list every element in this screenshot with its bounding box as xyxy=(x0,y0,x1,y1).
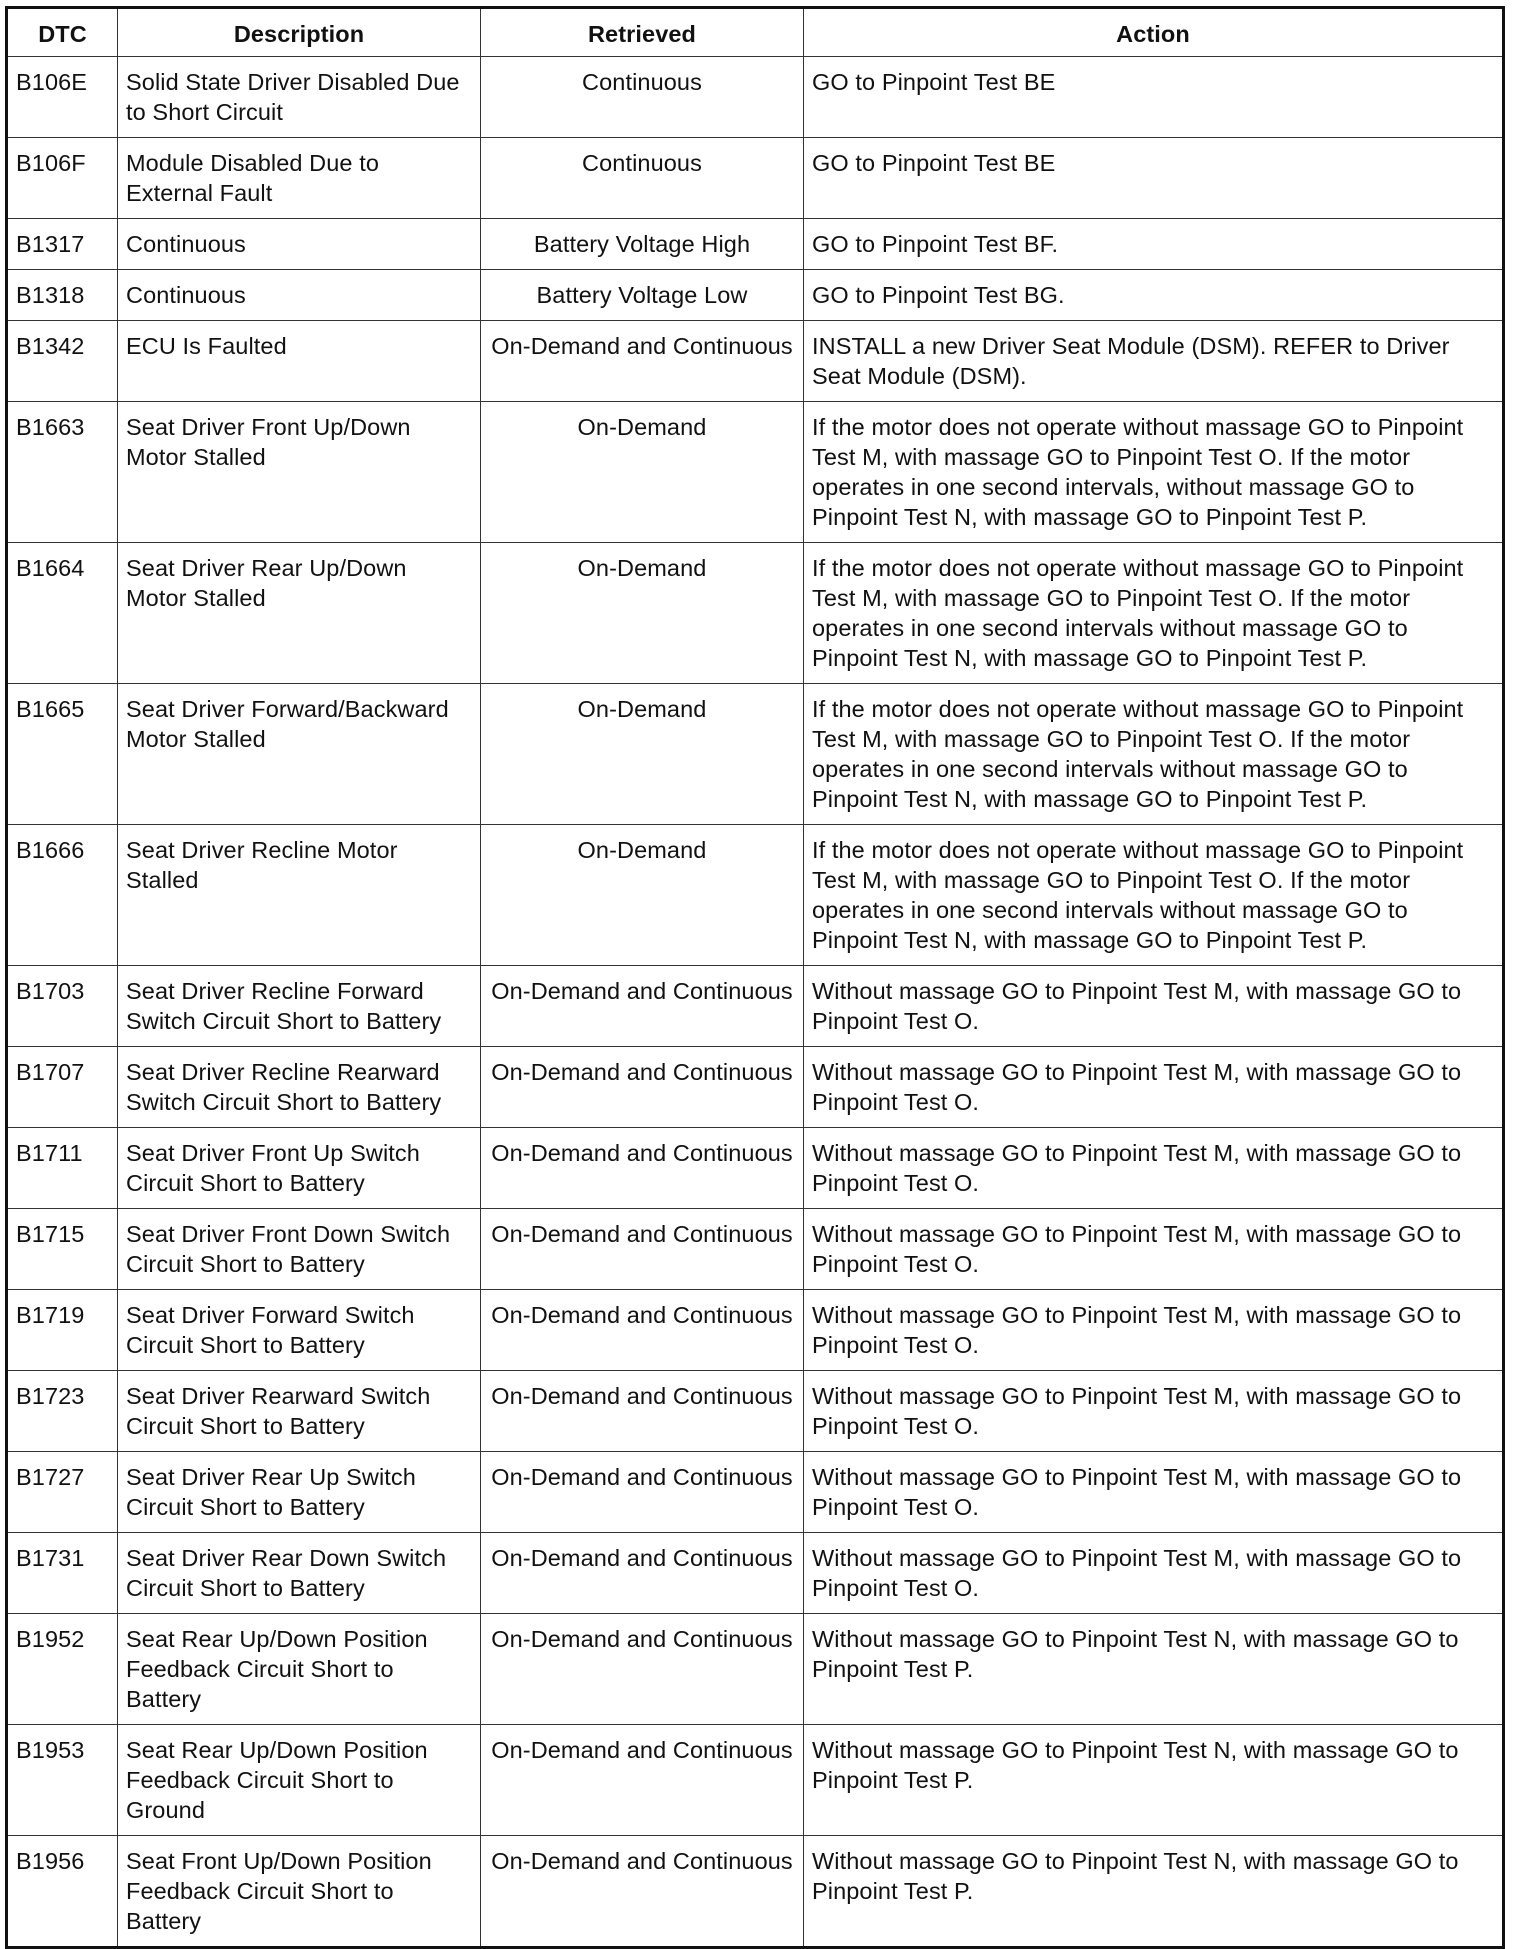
cell-description: Continuous xyxy=(118,270,481,321)
table-row xyxy=(7,1290,1504,1371)
cell-description: Seat Driver Front Up/Down Motor Stalled xyxy=(118,402,481,543)
cell-description: Seat Driver Recline Rearward Switch Circuit Short to Battery xyxy=(118,1047,481,1128)
cell-dtc: B106F xyxy=(7,138,118,219)
cell-description: Seat Driver Rearward Switch Circuit Short to Battery xyxy=(118,1371,481,1452)
cell-action: If the motor does not operate without massage GO to Pinpoint Test M, with massage GO to Pinpoint Test O. If the motor operates in one second intervals without massage GO to Pinpoint Test N, with massage GO to Pinpoint Test P. xyxy=(804,825,1504,966)
cell-dtc: B1952 xyxy=(7,1614,118,1725)
cell-retrieved: On-Demand xyxy=(481,684,804,825)
cell-action: GO to Pinpoint Test BF. xyxy=(804,219,1504,270)
header-retrieved: Retrieved xyxy=(481,8,804,57)
table-row xyxy=(7,321,1504,402)
cell-action: GO to Pinpoint Test BE xyxy=(804,57,1504,138)
cell-dtc: B1318 xyxy=(7,270,118,321)
cell-dtc: B1707 xyxy=(7,1047,118,1128)
cell-retrieved: On-Demand and Continuous xyxy=(481,1209,804,1290)
cell-dtc: B1703 xyxy=(7,966,118,1047)
cell-action: Without massage GO to Pinpoint Test M, with massage GO to Pinpoint Test O. xyxy=(804,1209,1504,1290)
cell-action: Without massage GO to Pinpoint Test M, with massage GO to Pinpoint Test O. xyxy=(804,1371,1504,1452)
cell-description: Seat Driver Front Down Switch Circuit Short to Battery xyxy=(118,1209,481,1290)
cell-retrieved: Battery Voltage Low xyxy=(481,270,804,321)
cell-retrieved: On-Demand and Continuous xyxy=(481,1533,804,1614)
cell-description: Seat Driver Rear Up/Down Motor Stalled xyxy=(118,543,481,684)
table-row xyxy=(7,543,1504,684)
cell-retrieved: On-Demand and Continuous xyxy=(481,1725,804,1836)
table-row xyxy=(7,219,1504,270)
cell-retrieved: Continuous xyxy=(481,138,804,219)
cell-dtc: B1665 xyxy=(7,684,118,825)
cell-action: Without massage GO to Pinpoint Test N, with massage GO to Pinpoint Test P. xyxy=(804,1836,1504,1948)
cell-dtc: B1711 xyxy=(7,1128,118,1209)
table-row xyxy=(7,402,1504,543)
cell-action: GO to Pinpoint Test BE xyxy=(804,138,1504,219)
cell-dtc: B1664 xyxy=(7,543,118,684)
cell-action: If the motor does not operate without massage GO to Pinpoint Test M, with massage GO to Pinpoint Test O. If the motor operates in one second intervals without massage GO to Pinpoint Test N, with massage GO to Pinpoint Test P. xyxy=(804,543,1504,684)
cell-description: Seat Driver Forward Switch Circuit Short to Battery xyxy=(118,1290,481,1371)
table-row xyxy=(7,1614,1504,1725)
cell-action: Without massage GO to Pinpoint Test M, with massage GO to Pinpoint Test O. xyxy=(804,1290,1504,1371)
cell-retrieved: On-Demand and Continuous xyxy=(481,1047,804,1128)
cell-retrieved: On-Demand xyxy=(481,825,804,966)
cell-retrieved: On-Demand and Continuous xyxy=(481,966,804,1047)
cell-action: Without massage GO to Pinpoint Test N, with massage GO to Pinpoint Test P. xyxy=(804,1725,1504,1836)
table-row xyxy=(7,825,1504,966)
header-action: Action xyxy=(804,8,1504,57)
cell-dtc: B1342 xyxy=(7,321,118,402)
header-dtc: DTC xyxy=(7,8,118,57)
cell-dtc: B1663 xyxy=(7,402,118,543)
cell-action: Without massage GO to Pinpoint Test M, with massage GO to Pinpoint Test O. xyxy=(804,1452,1504,1533)
table-row xyxy=(7,966,1504,1047)
table-row xyxy=(7,684,1504,825)
cell-retrieved: On-Demand xyxy=(481,402,804,543)
header-row xyxy=(7,8,1504,57)
cell-action: Without massage GO to Pinpoint Test N, with massage GO to Pinpoint Test P. xyxy=(804,1614,1504,1725)
header-description: Description xyxy=(118,8,481,57)
cell-description: Seat Driver Recline Motor Stalled xyxy=(118,825,481,966)
cell-description: Continuous xyxy=(118,219,481,270)
cell-dtc: B1317 xyxy=(7,219,118,270)
cell-dtc: B1666 xyxy=(7,825,118,966)
table-row xyxy=(7,138,1504,219)
table-body xyxy=(7,57,1504,1948)
cell-action: Without massage GO to Pinpoint Test M, with massage GO to Pinpoint Test O. xyxy=(804,1533,1504,1614)
cell-dtc: B1715 xyxy=(7,1209,118,1290)
table-row xyxy=(7,1452,1504,1533)
cell-retrieved: On-Demand and Continuous xyxy=(481,1452,804,1533)
cell-retrieved: On-Demand and Continuous xyxy=(481,1836,804,1948)
table-row xyxy=(7,270,1504,321)
cell-retrieved: Battery Voltage High xyxy=(481,219,804,270)
cell-description: Seat Rear Up/Down Position Feedback Circuit Short to Ground xyxy=(118,1725,481,1836)
cell-description: Module Disabled Due to External Fault xyxy=(118,138,481,219)
cell-dtc: B1723 xyxy=(7,1371,118,1452)
table-row xyxy=(7,1371,1504,1452)
cell-description: ECU Is Faulted xyxy=(118,321,481,402)
cell-description: Seat Rear Up/Down Position Feedback Circuit Short to Battery xyxy=(118,1614,481,1725)
cell-retrieved: On-Demand xyxy=(481,543,804,684)
dtc-table xyxy=(5,6,1505,1949)
cell-description: Seat Driver Front Up Switch Circuit Short to Battery xyxy=(118,1128,481,1209)
cell-action: INSTALL a new Driver Seat Module (DSM). REFER to Driver Seat Module (DSM). xyxy=(804,321,1504,402)
table-row xyxy=(7,1836,1504,1948)
cell-action: Without massage GO to Pinpoint Test M, with massage GO to Pinpoint Test O. xyxy=(804,966,1504,1047)
cell-dtc: B1727 xyxy=(7,1452,118,1533)
cell-action: If the motor does not operate without massage GO to Pinpoint Test M, with massage GO to Pinpoint Test O. If the motor operates in one second intervals, without massage GO to Pinpoint Test N, with massage GO to Pinpoint Test P. xyxy=(804,402,1504,543)
cell-dtc: B1731 xyxy=(7,1533,118,1614)
cell-dtc: B1956 xyxy=(7,1836,118,1948)
cell-dtc: B1719 xyxy=(7,1290,118,1371)
cell-dtc: B1953 xyxy=(7,1725,118,1836)
cell-description: Seat Front Up/Down Position Feedback Circuit Short to Battery xyxy=(118,1836,481,1948)
cell-description: Seat Driver Rear Up Switch Circuit Short to Battery xyxy=(118,1452,481,1533)
cell-retrieved: On-Demand and Continuous xyxy=(481,321,804,402)
table-header xyxy=(7,8,1504,57)
table-row xyxy=(7,1533,1504,1614)
table-row xyxy=(7,1128,1504,1209)
cell-description: Seat Driver Rear Down Switch Circuit Short to Battery xyxy=(118,1533,481,1614)
cell-dtc: B106E xyxy=(7,57,118,138)
cell-retrieved: On-Demand and Continuous xyxy=(481,1371,804,1452)
cell-action: GO to Pinpoint Test BG. xyxy=(804,270,1504,321)
cell-retrieved: Continuous xyxy=(481,57,804,138)
cell-description: Solid State Driver Disabled Due to Short Circuit xyxy=(118,57,481,138)
cell-description: Seat Driver Recline Forward Switch Circuit Short to Battery xyxy=(118,966,481,1047)
cell-retrieved: On-Demand and Continuous xyxy=(481,1128,804,1209)
table-row xyxy=(7,1047,1504,1128)
cell-retrieved: On-Demand and Continuous xyxy=(481,1290,804,1371)
cell-action: Without massage GO to Pinpoint Test M, with massage GO to Pinpoint Test O. xyxy=(804,1128,1504,1209)
table-row xyxy=(7,1725,1504,1836)
table-row xyxy=(7,57,1504,138)
cell-action: Without massage GO to Pinpoint Test M, with massage GO to Pinpoint Test O. xyxy=(804,1047,1504,1128)
cell-retrieved: On-Demand and Continuous xyxy=(481,1614,804,1725)
table-row xyxy=(7,1209,1504,1290)
cell-action: If the motor does not operate without massage GO to Pinpoint Test M, with massage GO to Pinpoint Test O. If the motor operates in one second intervals without massage GO to Pinpoint Test N, with massage GO to Pinpoint Test P. xyxy=(804,684,1504,825)
cell-description: Seat Driver Forward/Backward Motor Stalled xyxy=(118,684,481,825)
